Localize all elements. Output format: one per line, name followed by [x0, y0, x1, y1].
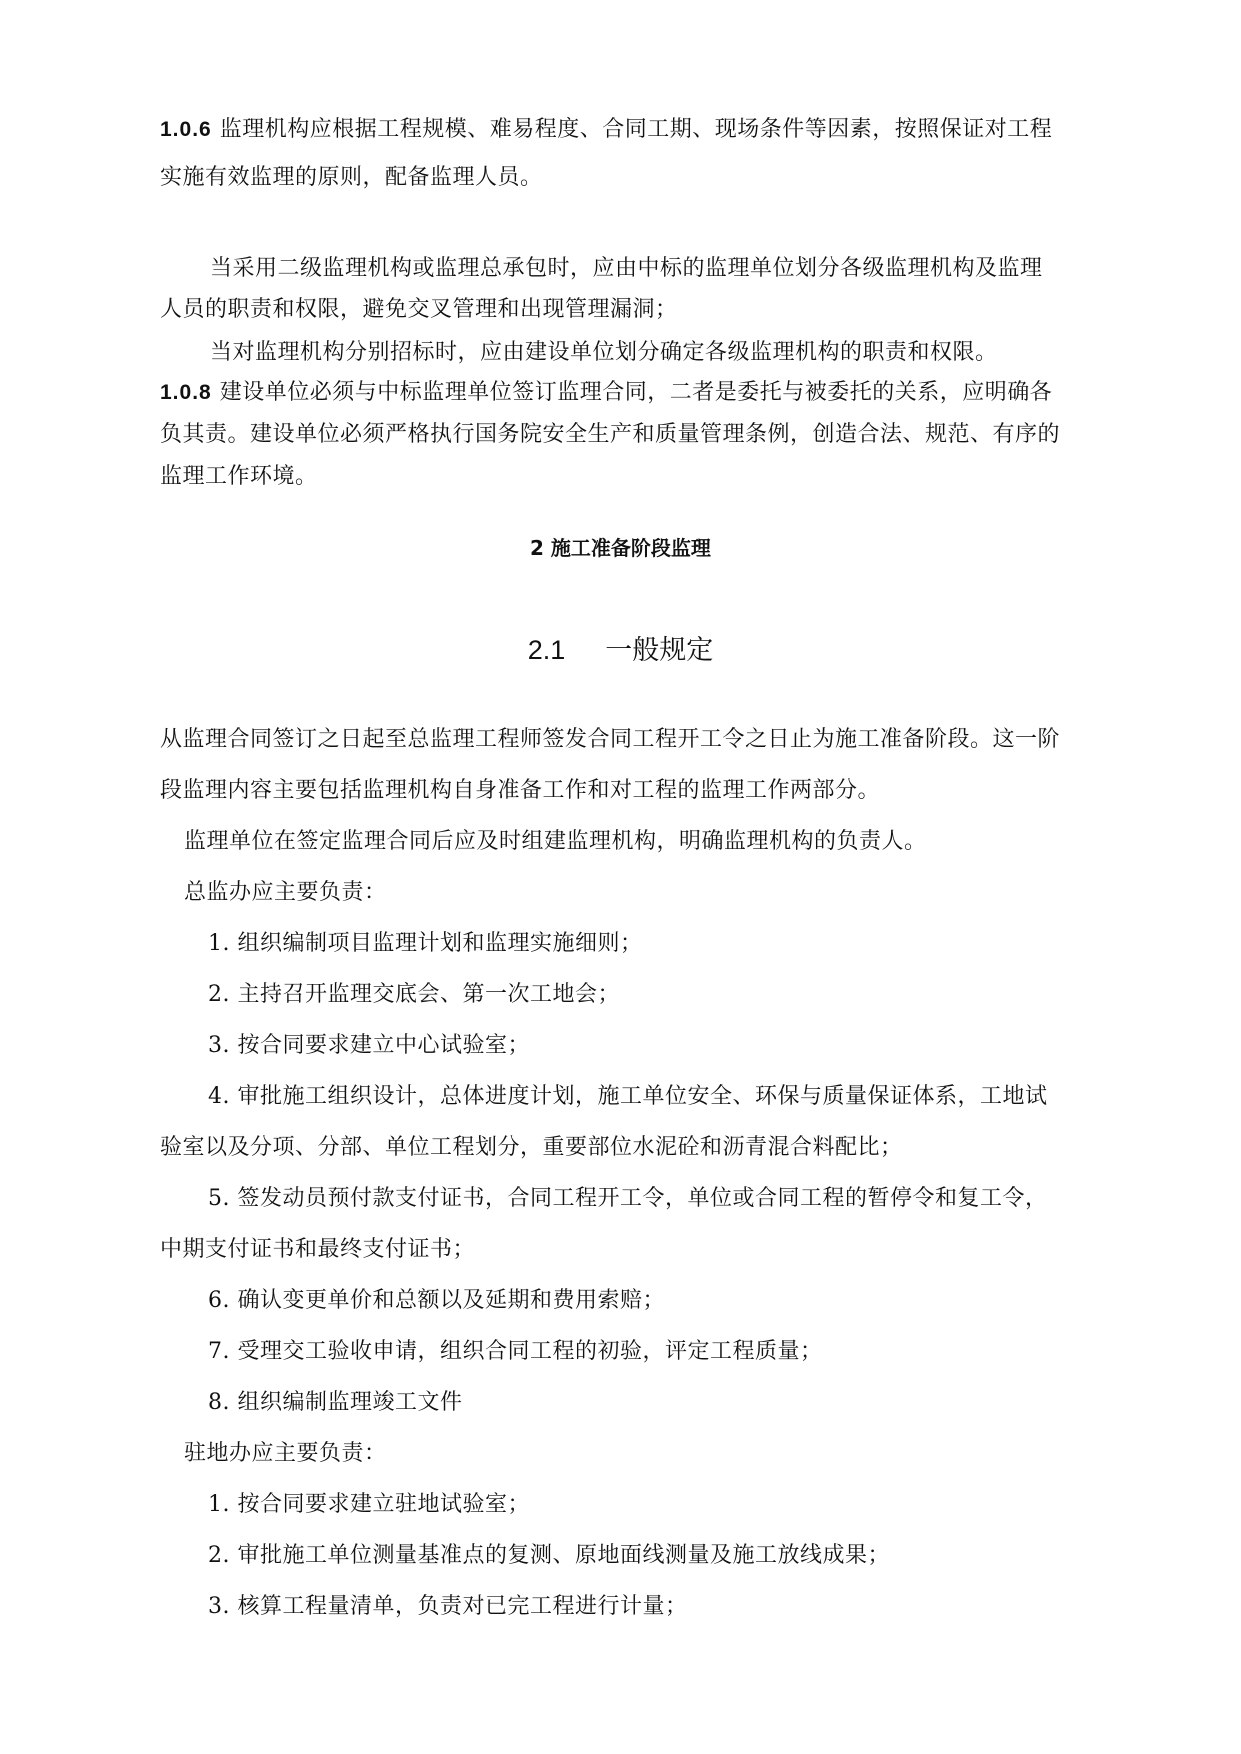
chief-item-6: 6. 确认变更单价和总额以及延期和费用索赔；: [208, 1288, 665, 1313]
clause-number: 1.0.8: [160, 381, 212, 404]
clause-1-0-8-line-2: 负其责。建设单位必须严格执行国务院安全生产和质量管理条例，创造合法、规范、有序的: [160, 422, 1061, 447]
setup-paragraph: 监理单位在签定监理合同后应及时组建监理机构，明确监理机构的负责人。: [184, 829, 927, 854]
chief-item-7: 7. 受理交工验收申请，组织合同工程的初验，评定工程质量；: [208, 1339, 823, 1364]
resident-item-1: 1. 按合同要求建立驻地试验室；: [208, 1492, 530, 1517]
clause-1-0-8-line-3: 监理工作环境。: [160, 464, 318, 489]
two-level-paragraph-line-2: 人员的职责和权限，避免交叉管理和出现管理漏洞；: [160, 297, 678, 322]
two-level-paragraph-line-1: 当采用二级监理机构或监理总承包时，应由中标的监理单位划分各级监理机构及监理: [210, 256, 1043, 281]
section-title: [0, 632, 1241, 669]
chief-item-3: 3. 按合同要求建立中心试验室；: [208, 1033, 530, 1058]
chief-item-5-line-2: 中期支付证书和最终支付证书；: [160, 1237, 476, 1262]
intro-line-2: 段监理内容主要包括监理机构自身准备工作和对工程的监理工作两部分。: [160, 778, 881, 803]
clause-text: 建设单位必须与中标监理单位签订监理合同，二者是委托与被委托的关系，应明确各: [219, 380, 1053, 405]
clause-number: 1.0.6: [160, 118, 212, 141]
chief-item-1: 1. 组织编制项目监理计划和监理实施细则；: [208, 931, 643, 956]
chief-item-8: 8. 组织编制监理竣工文件: [208, 1390, 463, 1415]
resident-office-heading: 驻地办应主要负责：: [184, 1441, 387, 1466]
clause-1-0-8-line-1: [160, 378, 1052, 408]
intro-line-1: 从监理合同签订之日起至总监理工程师签发合同工程开工令之日止为施工准备阶段。这一阶: [160, 727, 1061, 752]
resident-item-3: 3. 核算工程量清单，负责对已完工程进行计量；: [208, 1594, 688, 1619]
chief-office-heading: 总监办应主要负责：: [184, 880, 387, 905]
section-number: 2.1: [527, 635, 566, 665]
section-heading: 一般规定: [605, 635, 714, 666]
clause-1-0-6-line-2: 实施有效监理的原则，配备监理人员。: [160, 165, 543, 190]
clause-text: 监理机构应根据工程规模、难易程度、合同工期、现场条件等因素，按照保证对工程: [219, 117, 1053, 142]
chief-item-4-line-1: 4. 审批施工组织设计，总体进度计划，施工单位安全、环保与质量保证体系，工地试: [208, 1084, 1048, 1109]
chief-item-4-line-2: 验室以及分项、分部、单位工程划分，重要部位水泥砼和沥青混合料配比；: [160, 1135, 903, 1160]
chief-item-2: 2. 主持召开监理交底会、第一次工地会；: [208, 982, 620, 1007]
clause-1-0-6-line-1: [160, 115, 1052, 145]
resident-item-2: 2. 审批施工单位测量基准点的复测、原地面线测量及施工放线成果；: [208, 1543, 890, 1568]
chief-item-5-line-1: 5. 签发动员预付款支付证书，合同工程开工令，单位或合同工程的暂停令和复工令，: [208, 1186, 1048, 1211]
chapter-title: 2 施工准备阶段监理: [530, 536, 711, 560]
tender-paragraph-line-1: 当对监理机构分别招标时，应由建设单位划分确定各级监理机构的职责和权限。: [210, 340, 998, 365]
